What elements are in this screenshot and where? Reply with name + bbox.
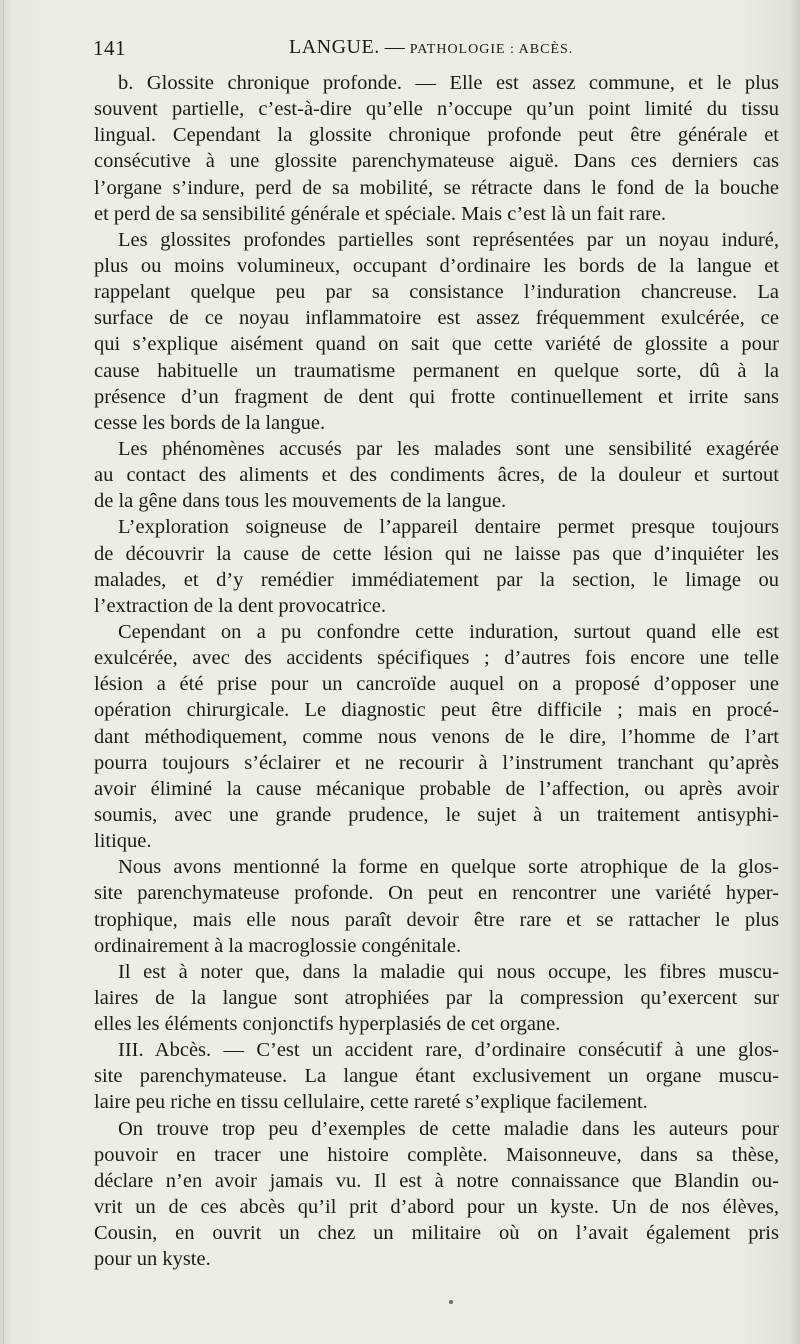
text-line: Nous avons mentionné la forme en quelque sorte atrophique de la glos- [118, 856, 779, 879]
text-line: consécutive à une glossite parenchymateuse aiguë. Dans ces derniers cas [94, 150, 779, 173]
running-head-dash: — [384, 36, 405, 58]
page-number: 141 [93, 36, 126, 60]
text-line: lésion a été prise pour un cancroïde auquel on a proposé d’opposer une [94, 673, 779, 696]
text-line: déclare n’en avoir jamais vu. Il est à notre connaissance que Blandin ou- [94, 1169, 779, 1192]
text-line: Il est à noter que, dans la maladie qui nous occupe, les fibres muscu- [118, 960, 779, 983]
text-line: Les glossites profondes partielles sont représentées par un noyau induré, [118, 228, 779, 251]
text-line: vrit un de ces abcès qu’il prit d’abord pour un kyste. Un de nos élèves, [94, 1196, 779, 1219]
text-line: surface de ce noyau inflammatoire est assez fréquemment exulcérée, ce [94, 307, 779, 330]
text-line: lingual. Cependant la glossite chronique profonde peut être générale et [94, 124, 779, 147]
text-line: site parenchymateuse profonde. On peut en rencontrer une variété hyper- [94, 882, 779, 905]
text-line: souvent partielle, c’est-à-dire qu’elle n’occupe qu’un point limité du tissu [94, 98, 779, 121]
text-line: ordinairement à la macroglossie congénitale. [94, 934, 462, 957]
text-line: pouvoir en tracer une histoire complète. Maisonneuve, dans sa thèse, [94, 1143, 779, 1166]
text-line: dant méthodiquement, comme nous venons de le dire, l’homme de l’art [94, 725, 779, 748]
text-line: exulcérée, avec des accidents spécifiques ; d’autres fois encore une telle [94, 647, 779, 670]
text-line: L’exploration soigneuse de l’appareil dentaire permet presque toujours [118, 516, 779, 539]
text-line: laire peu riche en tissu cellulaire, cette rareté s’explique facilement. [94, 1091, 648, 1114]
text-line: Cousin, en ouvrit un chez un militaire où on l’avait également pris [94, 1222, 779, 1245]
running-head-title: LANGUE. [289, 36, 380, 58]
running-head [289, 36, 573, 59]
text-line: et perd de sa sensibilité générale et spéciale. Mais c’est là un fait rare. [94, 202, 667, 225]
footer-dot [449, 1300, 453, 1304]
text-line: qui s’explique aisément quand on sait que cette variété de glossite a pour [94, 333, 779, 356]
text-line: malades, et d’y remédier immédiatement par la section, le limage ou [94, 568, 779, 591]
body-text [94, 70, 779, 1272]
text-line: Cependant on a pu confondre cette induration, surtout quand elle est [118, 620, 779, 643]
text-line: III. Abcès. — C’est un accident rare, d’ordinaire consécutif à une glos- [118, 1039, 779, 1062]
page-header [93, 36, 783, 64]
text-line: plus ou moins volumineux, occupant d’ordinaire les bords de la langue et [94, 254, 779, 277]
text-line: b. Glossite chronique profonde. — Elle est assez commune, et le plus [118, 72, 779, 94]
text-line: l’organe s’indure, perd de sa mobilité, se rétracte dans le fond de la bouche [94, 176, 779, 199]
text-line: opération chirurgicale. Le diagnostic peut être difficile ; mais en procé- [94, 699, 779, 722]
text-line: pourra toujours s’éclairer et ne recourir à l’instrument tranchant qu’après [94, 751, 779, 774]
text-line: soumis, avec une grande prudence, le sujet à un traitement antisyphi- [94, 803, 779, 826]
text-line: cesse les bords de la langue. [94, 411, 326, 434]
text-line: Les phénomènes accusés par les malades sont une sensibilité exagérée [118, 437, 779, 460]
text-line: trophique, mais elle nous paraît devoir être rare et se rattacher le plus [94, 908, 779, 931]
text-line: On trouve trop peu d’exemples de cette maladie dans les auteurs pour [118, 1117, 779, 1140]
text-line: pour un kyste. [94, 1248, 211, 1271]
text-line: litique. [94, 830, 152, 853]
text-line: rappelant quelque peu par sa consistance l’induration chancreuse. La [94, 281, 779, 304]
page-gutter [3, 0, 4, 1344]
text-line: présence d’un fragment de dent qui frotte continuellement et irrite sans [94, 385, 779, 408]
text-line: elles les éléments conjonctifs hyperplasiés de cet organe. [94, 1013, 561, 1036]
text-line: cause habituelle un traumatisme permanent en quelque sorte, dû à la [94, 359, 779, 382]
text-line: avoir éliminé la cause mécanique probable de l’affection, ou après avoir [94, 777, 779, 800]
text-line: l’extraction de la dent provocatrice. [94, 594, 386, 617]
text-line: de la gêne dans tous les mouvements de la langue. [94, 490, 507, 513]
text-line: au contact des aliments et des condiments âcres, de la douleur et surtout [94, 464, 779, 487]
text-line: de découvrir la cause de cette lésion qui ne laisse pas que d’inquiéter les [94, 542, 779, 565]
running-head-subtitle: PATHOLOGIE : ABCÈS. [409, 42, 574, 57]
text-line: site parenchymateuse. La langue étant exclusivement un organe muscu- [94, 1065, 779, 1088]
text-line: laires de la langue sont atrophiées par la compression qu’exercent sur [94, 986, 779, 1009]
